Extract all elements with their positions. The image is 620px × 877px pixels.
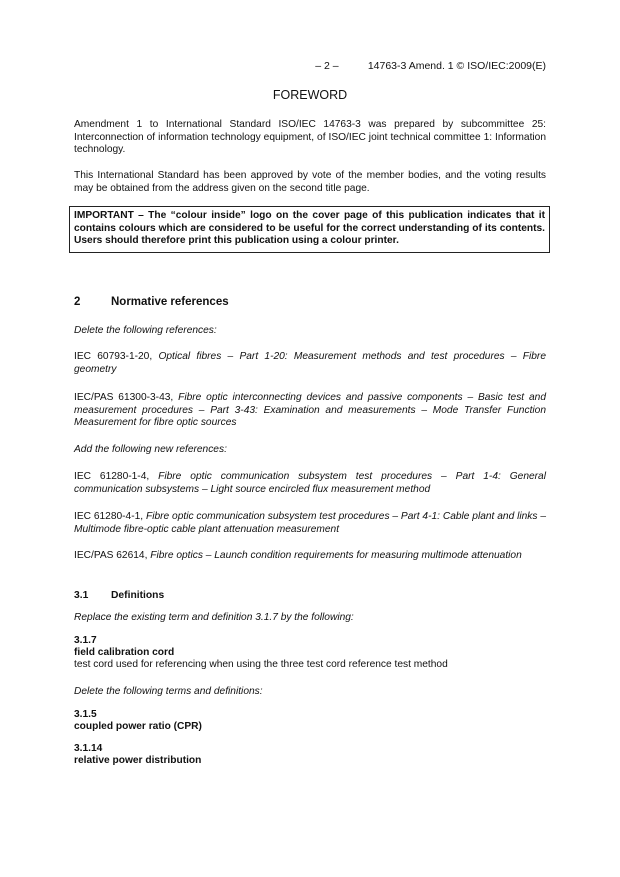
page-number: – 2 – [315,60,339,72]
term-number: 3.1.7 [74,635,97,646]
foreword-paragraph-1: Amendment 1 to International Standard ISO/IEC 14763-3 was prepared by subcommittee 25: Interconnection of information technology equipment, of ISO/IEC joint technical committee 1: Information technology. [74,119,546,155]
term-number: 3.1.5 [74,709,97,720]
term-name: coupled power ratio (CPR) [74,721,202,732]
reference-item [74,471,546,496]
section-title: Normative references [111,296,229,308]
reference-id: IEC/PAS 62614, [74,550,148,561]
reference-id: IEC/PAS 61300-3-43, [74,392,174,403]
reference-title: Fibre optic interconnecting devices and passive components – Basic test and measurement procedures – Part 3-43: Examination and measurements – Mode Transfer Function Measurement for fibre optic sources [74,392,546,428]
important-notice: IMPORTANT – The “colour inside” logo on the cover page of this publication indicates that it contains colours which are considered to be useful for the correct understanding of its contents. Users should therefore print this publication using a colour printer. [69,206,550,253]
section-number: 3.1 [74,590,89,601]
reference-item [74,550,546,563]
term-name: field calibration cord [74,647,175,658]
replace-term-instruction: Replace the existing term and definition 3.1.7 by the following: [74,612,354,623]
reference-item [74,351,546,376]
section-2-heading [74,296,229,309]
add-references-instruction: Add the following new references: [74,444,227,455]
reference-title: Fibre optic communication subsystem test procedures – Part 4-1: Cable plant and links – Multimode fibre-optic cable plant attenuation measurement [74,511,546,535]
delete-references-instruction: Delete the following references: [74,325,217,336]
reference-title: Fibre optics – Launch condition requirements for measuring multimode attenuation [150,550,522,561]
reference-id: IEC 61280-1-4, [74,471,150,482]
term-definition: test cord used for referencing when using the three test cord reference test method [74,659,448,670]
section-title: Definitions [111,590,165,601]
reference-item [74,511,546,536]
term-number: 3.1.14 [74,743,103,754]
delete-terms-instruction: Delete the following terms and definitions: [74,686,263,697]
reference-title: Optical fibres – Part 1-20: Measurement methods and test procedures – Fibre geometry [74,351,546,375]
term-name: relative power distribution [74,755,202,766]
page-header [315,60,546,73]
foreword-title: FOREWORD [272,88,348,102]
foreword-paragraph-2: This International Standard has been approved by vote of the member bodies, and the voting results may be obtained from the address given on the second title page. [74,170,546,194]
reference-id: IEC 61280-4-1, [74,511,144,522]
reference-title: Fibre optic communication subsystem test procedures – Part 1-4: General communication subsystems – Light source encircled flux measurement method [74,471,546,495]
document-id: 14763-3 Amend. 1 © ISO/IEC:2009(E) [367,60,546,72]
reference-item [74,392,546,430]
reference-id: IEC 60793-1-20, [74,351,153,362]
section-number: 2 [74,296,81,308]
section-3-1-heading [74,590,164,603]
